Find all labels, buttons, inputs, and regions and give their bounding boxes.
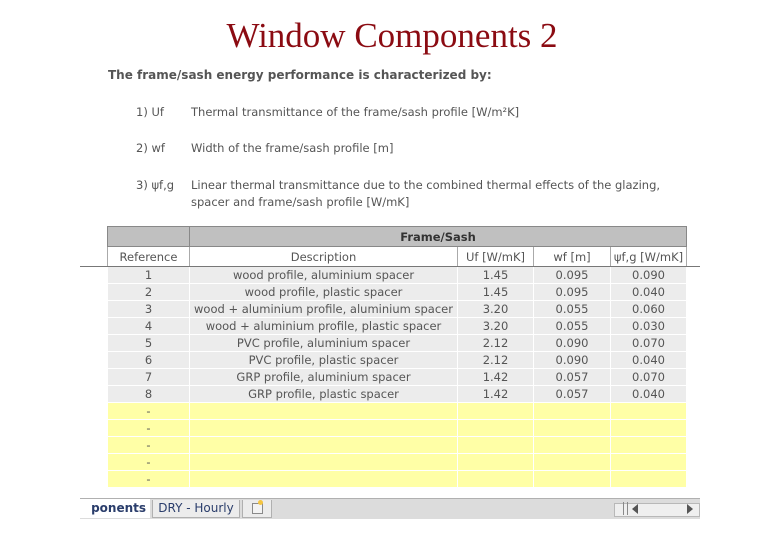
cell-psi[interactable]: 0.060 [611, 301, 687, 318]
cell-uf[interactable]: 1.42 [458, 386, 534, 403]
cell-psi[interactable]: 0.040 [611, 284, 687, 301]
cell-wf[interactable]: 0.057 [534, 386, 611, 403]
cell-psi[interactable] [611, 437, 687, 454]
cell-description[interactable]: wood + aluminium profile, aluminium spacer [190, 301, 458, 318]
cell-wf[interactable]: 0.095 [534, 284, 611, 301]
cell-description[interactable] [190, 454, 458, 471]
insert-sheet-button[interactable] [242, 500, 272, 518]
column-header-description[interactable]: Description [190, 247, 458, 267]
cell-psi[interactable]: 0.070 [611, 369, 687, 386]
cell-reference[interactable]: 5 [108, 335, 190, 352]
cell-reference[interactable]: 2 [108, 284, 190, 301]
table-row [108, 369, 687, 386]
table-group-header[interactable]: Frame/Sash [190, 227, 687, 247]
definition-text: Width of the frame/sash profile [m] [191, 141, 394, 155]
scroll-right-icon[interactable] [687, 504, 693, 514]
cell-description[interactable]: wood profile, aluminium spacer [190, 267, 458, 284]
cell-wf[interactable] [534, 420, 611, 437]
sheet-tab-components[interactable]: ponents [80, 499, 150, 518]
definition-text: Thermal transmittance of the frame/sash profile [W/m²K] [191, 105, 520, 119]
definition-number: 2) wf [136, 141, 165, 155]
cell-uf[interactable]: 3.20 [458, 318, 534, 335]
cell-wf[interactable]: 0.095 [534, 267, 611, 284]
cell-reference[interactable]: - [108, 437, 190, 454]
cell-description[interactable] [190, 437, 458, 454]
cell-reference[interactable]: - [108, 471, 190, 488]
table-row [108, 284, 687, 301]
cell-uf[interactable]: 3.20 [458, 301, 534, 318]
cell-description[interactable]: GRP profile, aluminium spacer [190, 369, 458, 386]
cell-uf[interactable] [458, 471, 534, 488]
cell-description[interactable]: wood profile, plastic spacer [190, 284, 458, 301]
cell-wf[interactable]: 0.090 [534, 352, 611, 369]
cell-psi[interactable] [611, 471, 687, 488]
empty-table-row [108, 420, 687, 437]
cell-reference[interactable]: - [108, 403, 190, 420]
table-row [108, 335, 687, 352]
table-row [108, 386, 687, 403]
cell-description[interactable]: PVC profile, plastic spacer [190, 352, 458, 369]
cell-wf[interactable] [534, 437, 611, 454]
table-group-header-empty [108, 227, 190, 247]
cell-description[interactable] [190, 403, 458, 420]
cell-uf[interactable] [458, 420, 534, 437]
cell-reference[interactable]: - [108, 454, 190, 471]
cell-reference[interactable]: 6 [108, 352, 190, 369]
table-row [108, 267, 687, 284]
cell-reference[interactable]: 8 [108, 386, 190, 403]
cell-uf[interactable]: 2.12 [458, 352, 534, 369]
cell-wf[interactable]: 0.090 [534, 335, 611, 352]
table-row [108, 318, 687, 335]
cell-uf[interactable] [458, 437, 534, 454]
cell-reference[interactable]: - [108, 420, 190, 437]
cell-reference[interactable]: 4 [108, 318, 190, 335]
cell-wf[interactable]: 0.055 [534, 301, 611, 318]
cell-uf[interactable]: 1.42 [458, 369, 534, 386]
header-divider-line [80, 266, 700, 267]
scrollbar-split-handle[interactable] [623, 502, 628, 515]
cell-description[interactable]: PVC profile, aluminium spacer [190, 335, 458, 352]
cell-psi[interactable]: 0.070 [611, 335, 687, 352]
scroll-left-icon[interactable] [632, 504, 638, 514]
definition-number: 1) Uf [136, 105, 164, 119]
column-header-wf[interactable]: wf [m] [534, 247, 611, 267]
cell-uf[interactable] [458, 454, 534, 471]
slide-title: Window Components 2 [226, 16, 558, 55]
table-row [108, 301, 687, 318]
cell-wf[interactable] [534, 403, 611, 420]
empty-table-row [108, 454, 687, 471]
cell-psi[interactable]: 0.040 [611, 352, 687, 369]
cell-description[interactable]: wood + aluminium profile, plastic spacer [190, 318, 458, 335]
empty-table-row [108, 471, 687, 488]
cell-uf[interactable]: 1.45 [458, 284, 534, 301]
column-header-psi[interactable]: ψf,g [W/mK] [611, 247, 687, 267]
intro-heading: The frame/sash energy performance is characterized by: [108, 68, 492, 82]
table-row [108, 352, 687, 369]
cell-psi[interactable]: 0.030 [611, 318, 687, 335]
column-header-uf[interactable]: Uf [W/mK] [458, 247, 534, 267]
definition-number: 3) ψf,g [136, 178, 175, 192]
sheet-tab-bar [80, 498, 700, 519]
cell-description[interactable] [190, 420, 458, 437]
cell-uf[interactable]: 2.12 [458, 335, 534, 352]
cell-description[interactable]: GRP profile, plastic spacer [190, 386, 458, 403]
cell-description[interactable] [190, 471, 458, 488]
empty-table-row [108, 403, 687, 420]
cell-wf[interactable] [534, 471, 611, 488]
cell-reference[interactable]: 7 [108, 369, 190, 386]
cell-psi[interactable] [611, 403, 687, 420]
cell-wf[interactable]: 0.055 [534, 318, 611, 335]
definition-text: Linear thermal transmittance due to the combined thermal effects of the glazing, spacer and frame/sash profile [W/mK] [191, 178, 661, 209]
cell-reference[interactable]: 1 [108, 267, 190, 284]
column-header-reference[interactable]: Reference [108, 247, 190, 267]
cell-wf[interactable] [534, 454, 611, 471]
cell-uf[interactable]: 1.45 [458, 267, 534, 284]
cell-wf[interactable]: 0.057 [534, 369, 611, 386]
cell-psi[interactable]: 0.040 [611, 386, 687, 403]
cell-uf[interactable] [458, 403, 534, 420]
cell-reference[interactable]: 3 [108, 301, 190, 318]
sheet-tab-dry-hourly[interactable]: DRY - Hourly [152, 500, 240, 518]
empty-table-row [108, 437, 687, 454]
cell-psi[interactable] [611, 454, 687, 471]
insert-sheet-icon [252, 503, 263, 514]
cell-psi[interactable] [611, 420, 687, 437]
cell-psi[interactable]: 0.090 [611, 267, 687, 284]
